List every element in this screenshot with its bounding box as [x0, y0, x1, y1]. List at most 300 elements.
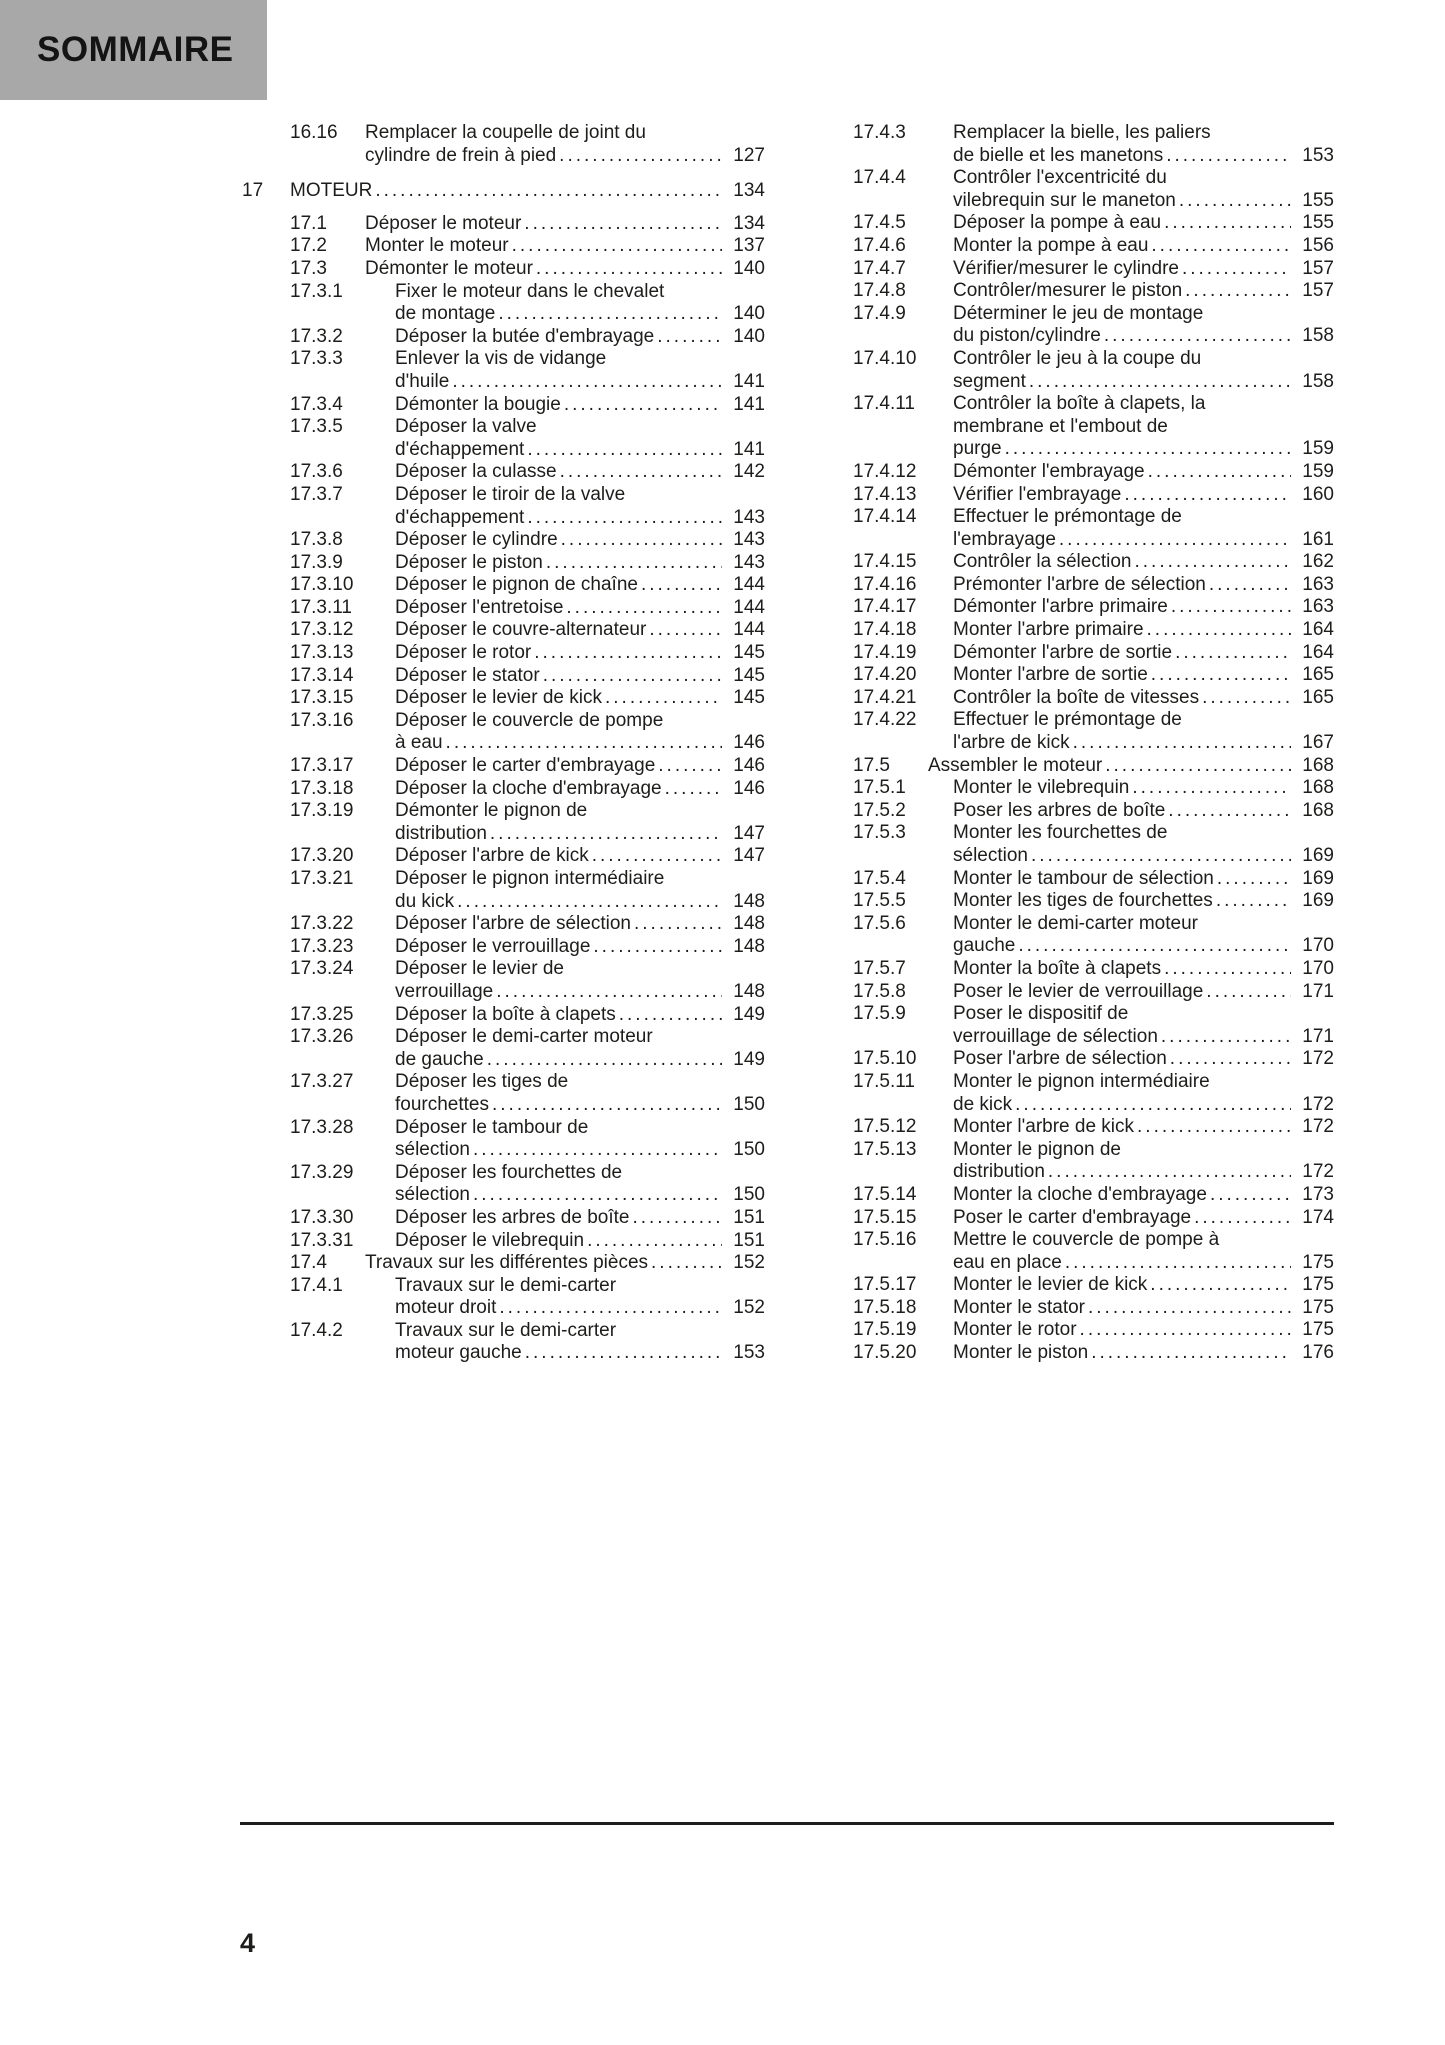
- toc-entry-title-text: Déposer la culasse: [395, 461, 557, 483]
- toc-entry-title: [395, 958, 765, 1003]
- toc-entry-line: [395, 845, 765, 868]
- toc-entry[interactable]: [853, 822, 1334, 867]
- toc-entry[interactable]: [853, 890, 1334, 913]
- toc-entry-title-text: eau en place: [953, 1251, 1062, 1273]
- dot-leader: [558, 529, 722, 552]
- toc-entry-line: [290, 180, 765, 203]
- toc-entry-page: 151: [733, 1229, 765, 1251]
- toc-entry[interactable]: [853, 393, 1334, 461]
- toc-entry[interactable]: [853, 709, 1334, 754]
- dot-leader: [1147, 1274, 1291, 1297]
- toc-entry-title-text: Contrôler la sélection: [953, 551, 1132, 573]
- toc-entry-page: 150: [733, 1184, 765, 1206]
- toc-entry-page: 160: [1302, 483, 1334, 505]
- toc-entry-title-text: Déposer les tiges de: [395, 1071, 569, 1093]
- toc-entry[interactable]: [853, 1184, 1334, 1207]
- toc-entry-title: [395, 710, 765, 755]
- toc-entry-title-text: Monter le rotor: [953, 1319, 1077, 1341]
- toc-entry[interactable]: [290, 348, 765, 393]
- toc-entry-number: 17.3.29: [290, 1161, 354, 1183]
- toc-entry-page: 165: [1302, 664, 1334, 686]
- toc-entry-title-text: distribution: [395, 822, 487, 844]
- toc-entry[interactable]: [290, 1071, 765, 1116]
- toc-entry-title-text: de gauche: [395, 1048, 484, 1070]
- toc-entry-number: 17.5.6: [853, 912, 906, 934]
- toc-entry-title-text: Démonter l'arbre de sortie: [953, 641, 1173, 663]
- toc-entry-title: [953, 506, 1334, 551]
- toc-entry-title: [395, 416, 765, 461]
- toc-entry-title-text: Déterminer le jeu de montage: [953, 302, 1204, 324]
- toc-entry[interactable]: [853, 1207, 1334, 1230]
- toc-entry-page: 134: [733, 180, 765, 202]
- toc-entry[interactable]: [853, 1071, 1334, 1116]
- toc-entry-title: [953, 484, 1334, 507]
- toc-entry-page: 148: [733, 980, 765, 1002]
- toc-entry[interactable]: [290, 529, 765, 552]
- toc-entry-title-text: Déposer les fourchettes de: [395, 1161, 623, 1183]
- toc-entry-page: 176: [1302, 1342, 1334, 1364]
- toc-entry-title-text: purge: [953, 438, 1002, 460]
- toc-entry[interactable]: [853, 1274, 1334, 1297]
- toc-entry-number: 17.3.17: [290, 755, 354, 777]
- dot-leader: [470, 1184, 722, 1207]
- dot-leader: [1026, 371, 1291, 394]
- toc-entry-page: 165: [1302, 686, 1334, 708]
- toc-entry-page: 145: [733, 664, 765, 686]
- toc-entry[interactable]: [290, 687, 765, 710]
- dot-leader: [1121, 484, 1291, 507]
- toc-entry-page: 155: [1302, 189, 1334, 211]
- toc-entry-title: [953, 777, 1334, 800]
- toc-entry-title: [953, 1342, 1334, 1365]
- toc-entry[interactable]: [290, 1320, 765, 1365]
- toc-entry-page: 158: [1302, 370, 1334, 392]
- toc-entry-page: 137: [733, 235, 765, 257]
- toc-entry-title-text: sélection: [395, 1184, 470, 1206]
- dot-leader: [646, 619, 722, 642]
- dot-leader: [533, 258, 722, 281]
- toc-entry-title: [365, 258, 765, 281]
- toc-entry-title: [953, 122, 1334, 167]
- toc-entry-line: [395, 303, 765, 326]
- toc-entry[interactable]: [290, 958, 765, 1003]
- toc-entry-line: [395, 936, 765, 959]
- toc-entry[interactable]: [290, 755, 765, 778]
- toc-entry[interactable]: [290, 1230, 765, 1253]
- toc-entry-page: 155: [1302, 212, 1334, 234]
- toc-entry-title-text: Déposer le moteur: [365, 212, 522, 234]
- toc-entry-title: [953, 212, 1334, 235]
- dot-leader: [496, 1297, 722, 1320]
- toc-entry-line: [953, 981, 1334, 1004]
- toc-entry-number: 17.3.20: [290, 845, 354, 867]
- toc-entry-title: [395, 574, 765, 597]
- toc-entry[interactable]: [290, 1026, 765, 1071]
- toc-entry[interactable]: [290, 800, 765, 845]
- toc-entry-title-text: Déposer la valve: [395, 416, 537, 438]
- toc-entry-line: [395, 823, 765, 846]
- toc-entry-line: [953, 1319, 1334, 1342]
- toc-entry-page: 127: [733, 144, 765, 166]
- toc-entry[interactable]: [290, 213, 765, 236]
- toc-entry-title-text: Monter la pompe à eau: [953, 234, 1149, 256]
- toc-entry-number: 17.4.10: [853, 347, 917, 369]
- toc-entry[interactable]: [242, 180, 765, 203]
- toc-entry-page: 134: [733, 212, 765, 234]
- toc-entry-page: 168: [1302, 754, 1334, 776]
- toc-entry-title-text: sélection: [395, 1139, 470, 1161]
- toc-entry-line: [953, 642, 1334, 665]
- dot-leader: [1207, 1184, 1291, 1207]
- toc-entry[interactable]: [853, 1297, 1334, 1320]
- toc-entry-line: [953, 1184, 1334, 1207]
- toc-entry-title-text: Déposer le levier de kick: [395, 687, 602, 709]
- toc-entry-title-text: Déposer le levier de: [395, 958, 564, 980]
- toc-entry-page: 175: [1302, 1296, 1334, 1318]
- toc-entry-line: [953, 1026, 1334, 1049]
- toc-entry[interactable]: [290, 913, 765, 936]
- toc-entry[interactable]: [853, 348, 1334, 393]
- toc-entry-page: 172: [1302, 1048, 1334, 1070]
- toc-entry-title: [395, 642, 765, 665]
- toc-entry-page: 150: [733, 1093, 765, 1115]
- toc-entry[interactable]: [290, 574, 765, 597]
- toc-entry[interactable]: [853, 1229, 1334, 1274]
- toc-entry-line: [953, 732, 1334, 755]
- toc-entry-line: [395, 371, 765, 394]
- toc-entry-title-text: d'échappement: [395, 506, 525, 528]
- toc-entry[interactable]: [290, 710, 765, 755]
- toc-entry[interactable]: [853, 212, 1334, 235]
- toc-entry-title: [953, 1274, 1334, 1297]
- dot-leader: [1144, 619, 1291, 642]
- toc-entry-title-text: Prémonter l'arbre de sélection: [953, 573, 1206, 595]
- toc-entry-title: [953, 1207, 1334, 1230]
- toc-entry-line: [953, 258, 1334, 281]
- toc-entry-title-text: Monter le tambour de sélection: [953, 867, 1214, 889]
- toc-entry-page: 150: [733, 1139, 765, 1161]
- toc-entry[interactable]: [853, 574, 1334, 597]
- toc-entry-number: 17.3.4: [290, 393, 343, 415]
- toc-entry-title: [953, 303, 1334, 348]
- toc-entry-number: 17.3.27: [290, 1071, 354, 1093]
- toc-entry-title-text: Déposer le vilebrequin: [395, 1229, 585, 1251]
- toc-entry-line: [395, 732, 765, 755]
- toc-entry-line: [395, 778, 765, 801]
- toc-entry[interactable]: [853, 122, 1334, 167]
- toc-entry-title: [953, 1319, 1334, 1342]
- toc-entry[interactable]: [290, 845, 765, 868]
- dot-leader: [489, 1094, 722, 1117]
- toc-entry-line: [395, 461, 765, 484]
- dot-leader: [589, 845, 722, 868]
- toc-entry-page: 164: [1302, 641, 1334, 663]
- toc-entry-number: 17.3.28: [290, 1116, 354, 1138]
- toc-entry-title-text: Démonter la bougie: [395, 393, 561, 415]
- toc-entry-title-text: Monter les fourchettes de: [953, 822, 1168, 844]
- toc-entry[interactable]: [290, 1252, 765, 1275]
- toc-entry-number: 17.3.10: [290, 574, 354, 596]
- toc-entry-page: 173: [1302, 1183, 1334, 1205]
- toc-entry-line: [953, 438, 1334, 461]
- toc-entry-title-text: Monter le levier de kick: [953, 1274, 1148, 1296]
- dot-leader: [1062, 1252, 1291, 1275]
- toc-entry[interactable]: [290, 416, 765, 461]
- toc-entry-title-text: Contrôler la boîte de vitesses: [953, 686, 1200, 708]
- toc-entry-title-text: Fixer le moteur dans le chevalet: [395, 280, 665, 302]
- toc-entry-title-text: Poser le levier de verrouillage: [953, 980, 1204, 1002]
- toc-entry[interactable]: [853, 958, 1334, 981]
- toc-entry-number: 17.5.12: [853, 1116, 917, 1138]
- toc-entry-line: [365, 213, 765, 236]
- toc-entry[interactable]: [290, 665, 765, 688]
- toc-entry[interactable]: [290, 122, 765, 167]
- toc-entry-page: 143: [733, 551, 765, 573]
- toc-entry[interactable]: [853, 303, 1334, 348]
- toc-entry-page: 169: [1302, 890, 1334, 912]
- toc-entry-page: 152: [733, 1297, 765, 1319]
- toc-entry[interactable]: [290, 936, 765, 959]
- toc-entry-title-text: fourchettes: [395, 1093, 489, 1115]
- toc-entry[interactable]: [853, 484, 1334, 507]
- toc-entry[interactable]: [853, 619, 1334, 642]
- dot-leader: [1056, 529, 1291, 552]
- toc-entry[interactable]: [290, 619, 765, 642]
- dot-leader: [449, 371, 722, 394]
- toc-entry-number: 17.3.11: [290, 596, 352, 618]
- toc-entry-line: [953, 190, 1334, 213]
- toc-entry-title-text: du piston/cylindre: [953, 325, 1101, 347]
- toc-entry-title: [395, 348, 765, 393]
- toc-entry-title: [953, 664, 1334, 687]
- toc-entry[interactable]: [853, 1003, 1334, 1048]
- dot-leader: [1045, 1161, 1291, 1184]
- toc-entry-line: [953, 1297, 1334, 1320]
- toc-entry[interactable]: [290, 258, 765, 281]
- toc-entry-number: 17.4.20: [853, 664, 917, 686]
- dot-leader: [1168, 596, 1291, 619]
- toc-entry-title: [953, 1116, 1334, 1139]
- toc-entry-page: 152: [733, 1252, 765, 1274]
- toc-entry[interactable]: [853, 755, 1334, 778]
- toc-entry-title-text: d'huile: [395, 370, 450, 392]
- toc-entry-page: 153: [733, 1342, 765, 1364]
- toc-entry-number: 17.4.1: [290, 1274, 343, 1296]
- toc-entry[interactable]: [853, 777, 1334, 800]
- toc-entry-title: [395, 1004, 765, 1027]
- toc-entry[interactable]: [290, 1207, 765, 1230]
- dot-leader: [602, 687, 722, 710]
- dot-leader: [662, 778, 722, 801]
- dot-leader: [1129, 777, 1291, 800]
- toc-entry-line: [953, 868, 1334, 891]
- toc-entry-title-text: de montage: [395, 303, 496, 325]
- toc-entry-title: [953, 280, 1334, 303]
- toc-entry-page: 170: [1302, 935, 1334, 957]
- toc-entry-line: [928, 755, 1334, 778]
- toc-entry-line: [953, 1048, 1334, 1071]
- toc-entry-number: 17: [242, 180, 264, 202]
- toc-entry-title: [953, 1139, 1334, 1184]
- dot-leader: [1028, 845, 1291, 868]
- toc-entry[interactable]: [290, 1004, 765, 1027]
- toc-entry-title: [953, 800, 1334, 823]
- toc-entry-number: 17.3.1: [290, 280, 343, 302]
- toc-entry-number: 17.3.5: [290, 416, 343, 438]
- toc-entry-title: [953, 235, 1334, 258]
- toc-entry-number: 17.5: [853, 754, 890, 776]
- toc-entry[interactable]: [853, 800, 1334, 823]
- dot-leader: [561, 394, 722, 417]
- toc-entry[interactable]: [853, 551, 1334, 574]
- toc-entry[interactable]: [853, 235, 1334, 258]
- toc-entry-title: [953, 619, 1334, 642]
- toc-entry-page: 147: [733, 845, 765, 867]
- toc-entry-page: 149: [733, 1003, 765, 1025]
- dot-leader: [1161, 958, 1291, 981]
- toc-entry[interactable]: [853, 280, 1334, 303]
- toc-entry-title: [395, 1275, 765, 1320]
- toc-entry[interactable]: [290, 1117, 765, 1162]
- dot-leader: [1182, 280, 1291, 303]
- dot-leader: [631, 913, 722, 936]
- toc-entry-title-text: Déposer le pignon de chaîne: [395, 574, 638, 596]
- toc-entry[interactable]: [290, 281, 765, 326]
- toc-entry-line: [953, 596, 1334, 619]
- toc-entry[interactable]: [853, 596, 1334, 619]
- toc-entry[interactable]: [290, 326, 765, 349]
- toc-entry[interactable]: [290, 1162, 765, 1207]
- toc-entry-page: 144: [733, 596, 765, 618]
- toc-entry-number: 17.5.20: [853, 1342, 917, 1364]
- dot-leader: [484, 1049, 722, 1072]
- toc-entry-title: [953, 393, 1334, 461]
- toc-entry-page: 142: [733, 461, 765, 483]
- toc-entry-title: [395, 1026, 765, 1071]
- toc-entry-number: 17.4.2: [290, 1319, 343, 1341]
- toc-entry-number: 17.5.5: [853, 890, 906, 912]
- toc-entry-page: 147: [733, 822, 765, 844]
- toc-entry[interactable]: [853, 258, 1334, 281]
- dot-leader: [1165, 800, 1291, 823]
- toc-entry-number: 17.3.16: [290, 709, 354, 731]
- toc-entry-page: 161: [1302, 528, 1334, 550]
- toc-entry-number: 17.4.14: [853, 506, 917, 528]
- dot-leader: [616, 1004, 722, 1027]
- toc-entry-page: 153: [1302, 144, 1334, 166]
- toc-entry-line: [395, 1230, 765, 1253]
- toc-entry-line: [953, 145, 1334, 168]
- toc-entry-title-text: gauche: [953, 935, 1016, 957]
- toc-entry[interactable]: [290, 642, 765, 665]
- toc-entry-page: 157: [1302, 280, 1334, 302]
- dot-leader: [1148, 235, 1291, 258]
- toc-entry-page: 164: [1302, 619, 1334, 641]
- toc-entry-title: [395, 326, 765, 349]
- toc-entry-title: [953, 1229, 1334, 1274]
- toc-entry-line: [395, 552, 765, 575]
- toc-entry[interactable]: [853, 1048, 1334, 1071]
- dot-leader: [495, 303, 722, 326]
- toc-entry[interactable]: [290, 552, 765, 575]
- toc-entry-title-text: moteur gauche: [395, 1342, 522, 1364]
- toc-entry-title-text: Travaux sur le demi-carter: [395, 1319, 617, 1341]
- toc-entry[interactable]: [290, 778, 765, 801]
- toc-entry[interactable]: [853, 642, 1334, 665]
- toc-entry-number: 17.5.11: [853, 1070, 915, 1092]
- toc-entry[interactable]: [290, 235, 765, 258]
- toc-entry[interactable]: [290, 868, 765, 913]
- toc-entry-page: 174: [1302, 1206, 1334, 1228]
- toc-entry[interactable]: [853, 664, 1334, 687]
- toc-entry-number: 17.1: [290, 212, 327, 234]
- toc-entry-title-text: Poser le carter d'embrayage: [953, 1206, 1192, 1228]
- toc-entry-title-text: Mettre le couvercle de pompe à: [953, 1229, 1220, 1251]
- toc-entry-number: 17.5.19: [853, 1319, 917, 1341]
- toc-entry-title: [395, 1207, 765, 1230]
- toc-entry-title-text: Déposer le tambour de: [395, 1116, 589, 1138]
- toc-entry-page: 172: [1302, 1161, 1334, 1183]
- toc-entry-number: 17.4.8: [853, 280, 906, 302]
- toc-entry-number: 17.5.15: [853, 1206, 917, 1228]
- toc-entry[interactable]: [853, 913, 1334, 958]
- dot-leader: [648, 1252, 722, 1275]
- toc-entry-page: 144: [733, 619, 765, 641]
- toc-entry[interactable]: [853, 868, 1334, 891]
- toc-entry[interactable]: [853, 167, 1334, 212]
- toc-entry-title: [953, 461, 1334, 484]
- toc-entry-number: 17.3.8: [290, 529, 343, 551]
- toc-entry[interactable]: [853, 981, 1334, 1004]
- toc-entry[interactable]: [290, 1275, 765, 1320]
- toc-entry[interactable]: [853, 687, 1334, 710]
- toc-entry-number: 17.4.6: [853, 234, 906, 256]
- toc-entry[interactable]: [853, 461, 1334, 484]
- toc-entry-line: [953, 1252, 1334, 1275]
- toc-entry-line: [395, 619, 765, 642]
- toc-entry-title: [365, 1252, 765, 1275]
- toc-entry-number: 17.4.13: [853, 483, 917, 505]
- toc-entry[interactable]: [290, 484, 765, 529]
- toc-entry-number: 17.3.21: [290, 868, 354, 889]
- dot-leader: [563, 597, 722, 620]
- toc-entry[interactable]: [290, 597, 765, 620]
- toc-entry-page: 149: [733, 1048, 765, 1070]
- toc-entry-line: [395, 665, 765, 688]
- toc-entry-number: 17.4.3: [853, 122, 906, 143]
- toc-entry-title-text: Contrôler l'excentricité du: [953, 167, 1167, 189]
- toc-entry[interactable]: [853, 1139, 1334, 1184]
- dot-leader: [372, 180, 722, 203]
- toc-entry-title-text: cylindre de frein à pied: [365, 144, 557, 166]
- toc-entry-title-text: Monter l'arbre de kick: [953, 1116, 1135, 1138]
- toc-entry-page: 141: [733, 393, 765, 415]
- toc-entry[interactable]: [853, 1116, 1334, 1139]
- toc-entry-title: [953, 348, 1334, 393]
- toc-entry[interactable]: [853, 506, 1334, 551]
- dot-leader: [1167, 1048, 1291, 1071]
- toc-entry[interactable]: [290, 461, 765, 484]
- dot-leader: [531, 642, 722, 665]
- toc-entry-title-text: Contrôler/mesurer le piston: [953, 280, 1183, 302]
- toc-entry-title-text: Poser les arbres de boîte: [953, 799, 1166, 821]
- toc-entry-line: [953, 1116, 1334, 1139]
- toc-entry-page: 175: [1302, 1319, 1334, 1341]
- toc-column-right: [853, 122, 1334, 1365]
- toc-entry[interactable]: [853, 1319, 1334, 1342]
- toc-entry[interactable]: [853, 1342, 1334, 1365]
- toc-entry[interactable]: [290, 394, 765, 417]
